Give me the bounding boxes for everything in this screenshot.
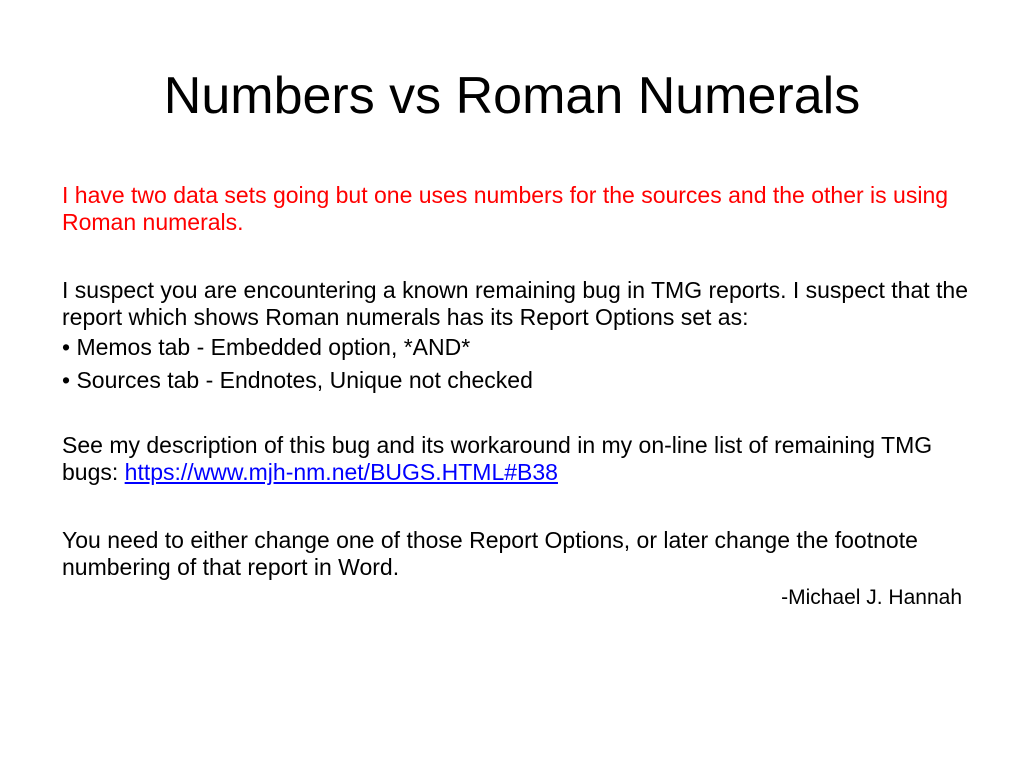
see-description-paragraph (62, 432, 972, 486)
conclusion-text: You need to either change one of those Report Options, or later change the footnote numbering of that report in Word. (62, 527, 918, 580)
question-text: I have two data sets going but one uses numbers for the sources and the other is using Roman numerals. (62, 182, 949, 235)
spacer (62, 397, 972, 432)
answer-intro-text: I suspect you are encountering a known remaining bug in TMG reports. I suspect that the report which shows Roman numerals has its Report Options set as: (62, 277, 969, 330)
bugs-link[interactable]: https://www.mjh-nm.net/BUGS.HTML#B38 (124, 459, 558, 485)
slide-title: Numbers vs Roman Numerals (163, 67, 861, 125)
slide-body (62, 182, 972, 615)
bullet-memos-tab: • Memos tab - Embedded option, *AND* (62, 334, 471, 360)
signature: -Michael J. Hannah (781, 586, 962, 609)
spacer (62, 236, 972, 277)
spacer (62, 486, 972, 527)
bullet-sources-tab: • Sources tab - Endnotes, Unique not checked (62, 367, 533, 393)
see-description-text: See my description of this bug and its workaround in my on-line list of remaining TMG bugs: (62, 432, 933, 485)
